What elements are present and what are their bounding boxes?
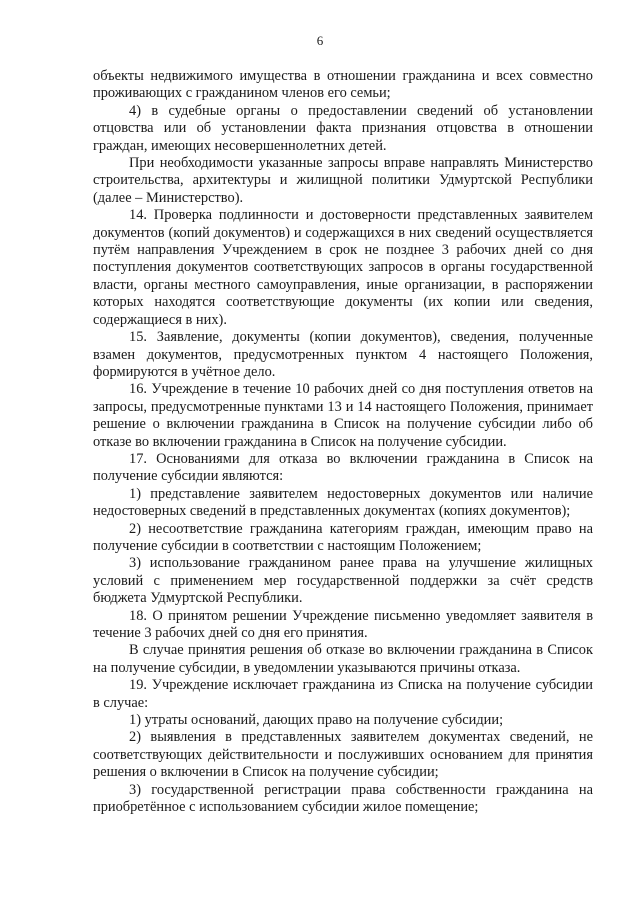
paragraph-19-item-2: 2) выявления в представленных заявителем документах сведений, не соответствующих действительности и послуживших основанием для принятия решения о включении в Список на получение субсидии; <box>93 729 593 781</box>
paragraph-continuation: объекты недвижимого имущества в отношении гражданина и всех совместно проживающих с гражданином членов его семьи; <box>93 68 593 102</box>
paragraph-19-item-3: 3) государственной регистрации права собственности гражданина на приобретённое с использованием субсидии жилое помещение; <box>93 781 593 816</box>
paragraph-17: 17. Основаниями для отказа во включении гражданина в Список на получение субсидии являются: <box>93 450 593 485</box>
paragraph-15: 15. Заявление, документы (копии документов), сведения, полученные взамен документов, предусмотренных пунктом 4 настоящего Положения, формируются в учётное дело. <box>93 329 593 380</box>
document-body <box>93 68 593 816</box>
paragraph-19: 19. Учреждение исключает гражданина из Списка на получение субсидии в случае: <box>93 677 593 711</box>
page-number: 6 <box>316 33 324 48</box>
paragraph-ministry-note: При необходимости указанные запросы вправе направлять Министерство строительства, архитектуры и жилищной политики Удмуртской Республики (далее – Министерство). <box>93 155 593 206</box>
paragraph-14: 14. Проверка подлинности и достоверности представленных заявителем документов (копий документов) и содержащихся в них сведений осуществляется путём направления Учреждением в срок не позднее 3 рабочих дней со дня поступления документов соответствующих запросов в органы государственной власти, органы местного самоуправления, иные организации, в распоряжении которых находятся соответствующие документы (их копии или сведения, содержащиеся в них). <box>93 207 593 328</box>
paragraph-17-item-2: 2) несоответствие гражданина категориям граждан, имеющим право на получение субсидии в соответствии с настоящим Положением; <box>93 520 593 554</box>
paragraph-16: 16. Учреждение в течение 10 рабочих дней со дня поступления ответов на запросы, предусмотренные пунктами 13 и 14 настоящего Положения, принимает решение о включении гражданина в Список на получение субсидии либо об отказе во включении гражданина в Список на получение субсидии. <box>93 381 593 450</box>
paragraph-item-4: 4) в судебные органы о предоставлении сведений об установлении отцовства или об установлении факта признания отцовства в отношении граждан, имеющих несовершеннолетних детей. <box>93 102 593 154</box>
paragraph-18: 18. О принятом решении Учреждение письменно уведомляет заявителя в течение 3 рабочих дней со дня его принятия. <box>93 607 593 641</box>
paragraph-17-item-3: 3) использование гражданином ранее права на улучшение жилищных условий с применением мер государственной поддержки за счёт средств бюджета Удмуртской Республики. <box>93 555 593 607</box>
paragraph-17-item-1: 1) представление заявителем недостоверных документов или наличие недостоверных сведений в представленных документах (копиях документов); <box>93 485 593 520</box>
paragraph-refusal-reasons: В случае принятия решения об отказе во включении гражданина в Список на получение субсидии, в уведомлении указываются причины отказа. <box>93 642 593 676</box>
paragraph-19-item-1: 1) утраты оснований, дающих право на получение субсидии; <box>129 712 504 729</box>
